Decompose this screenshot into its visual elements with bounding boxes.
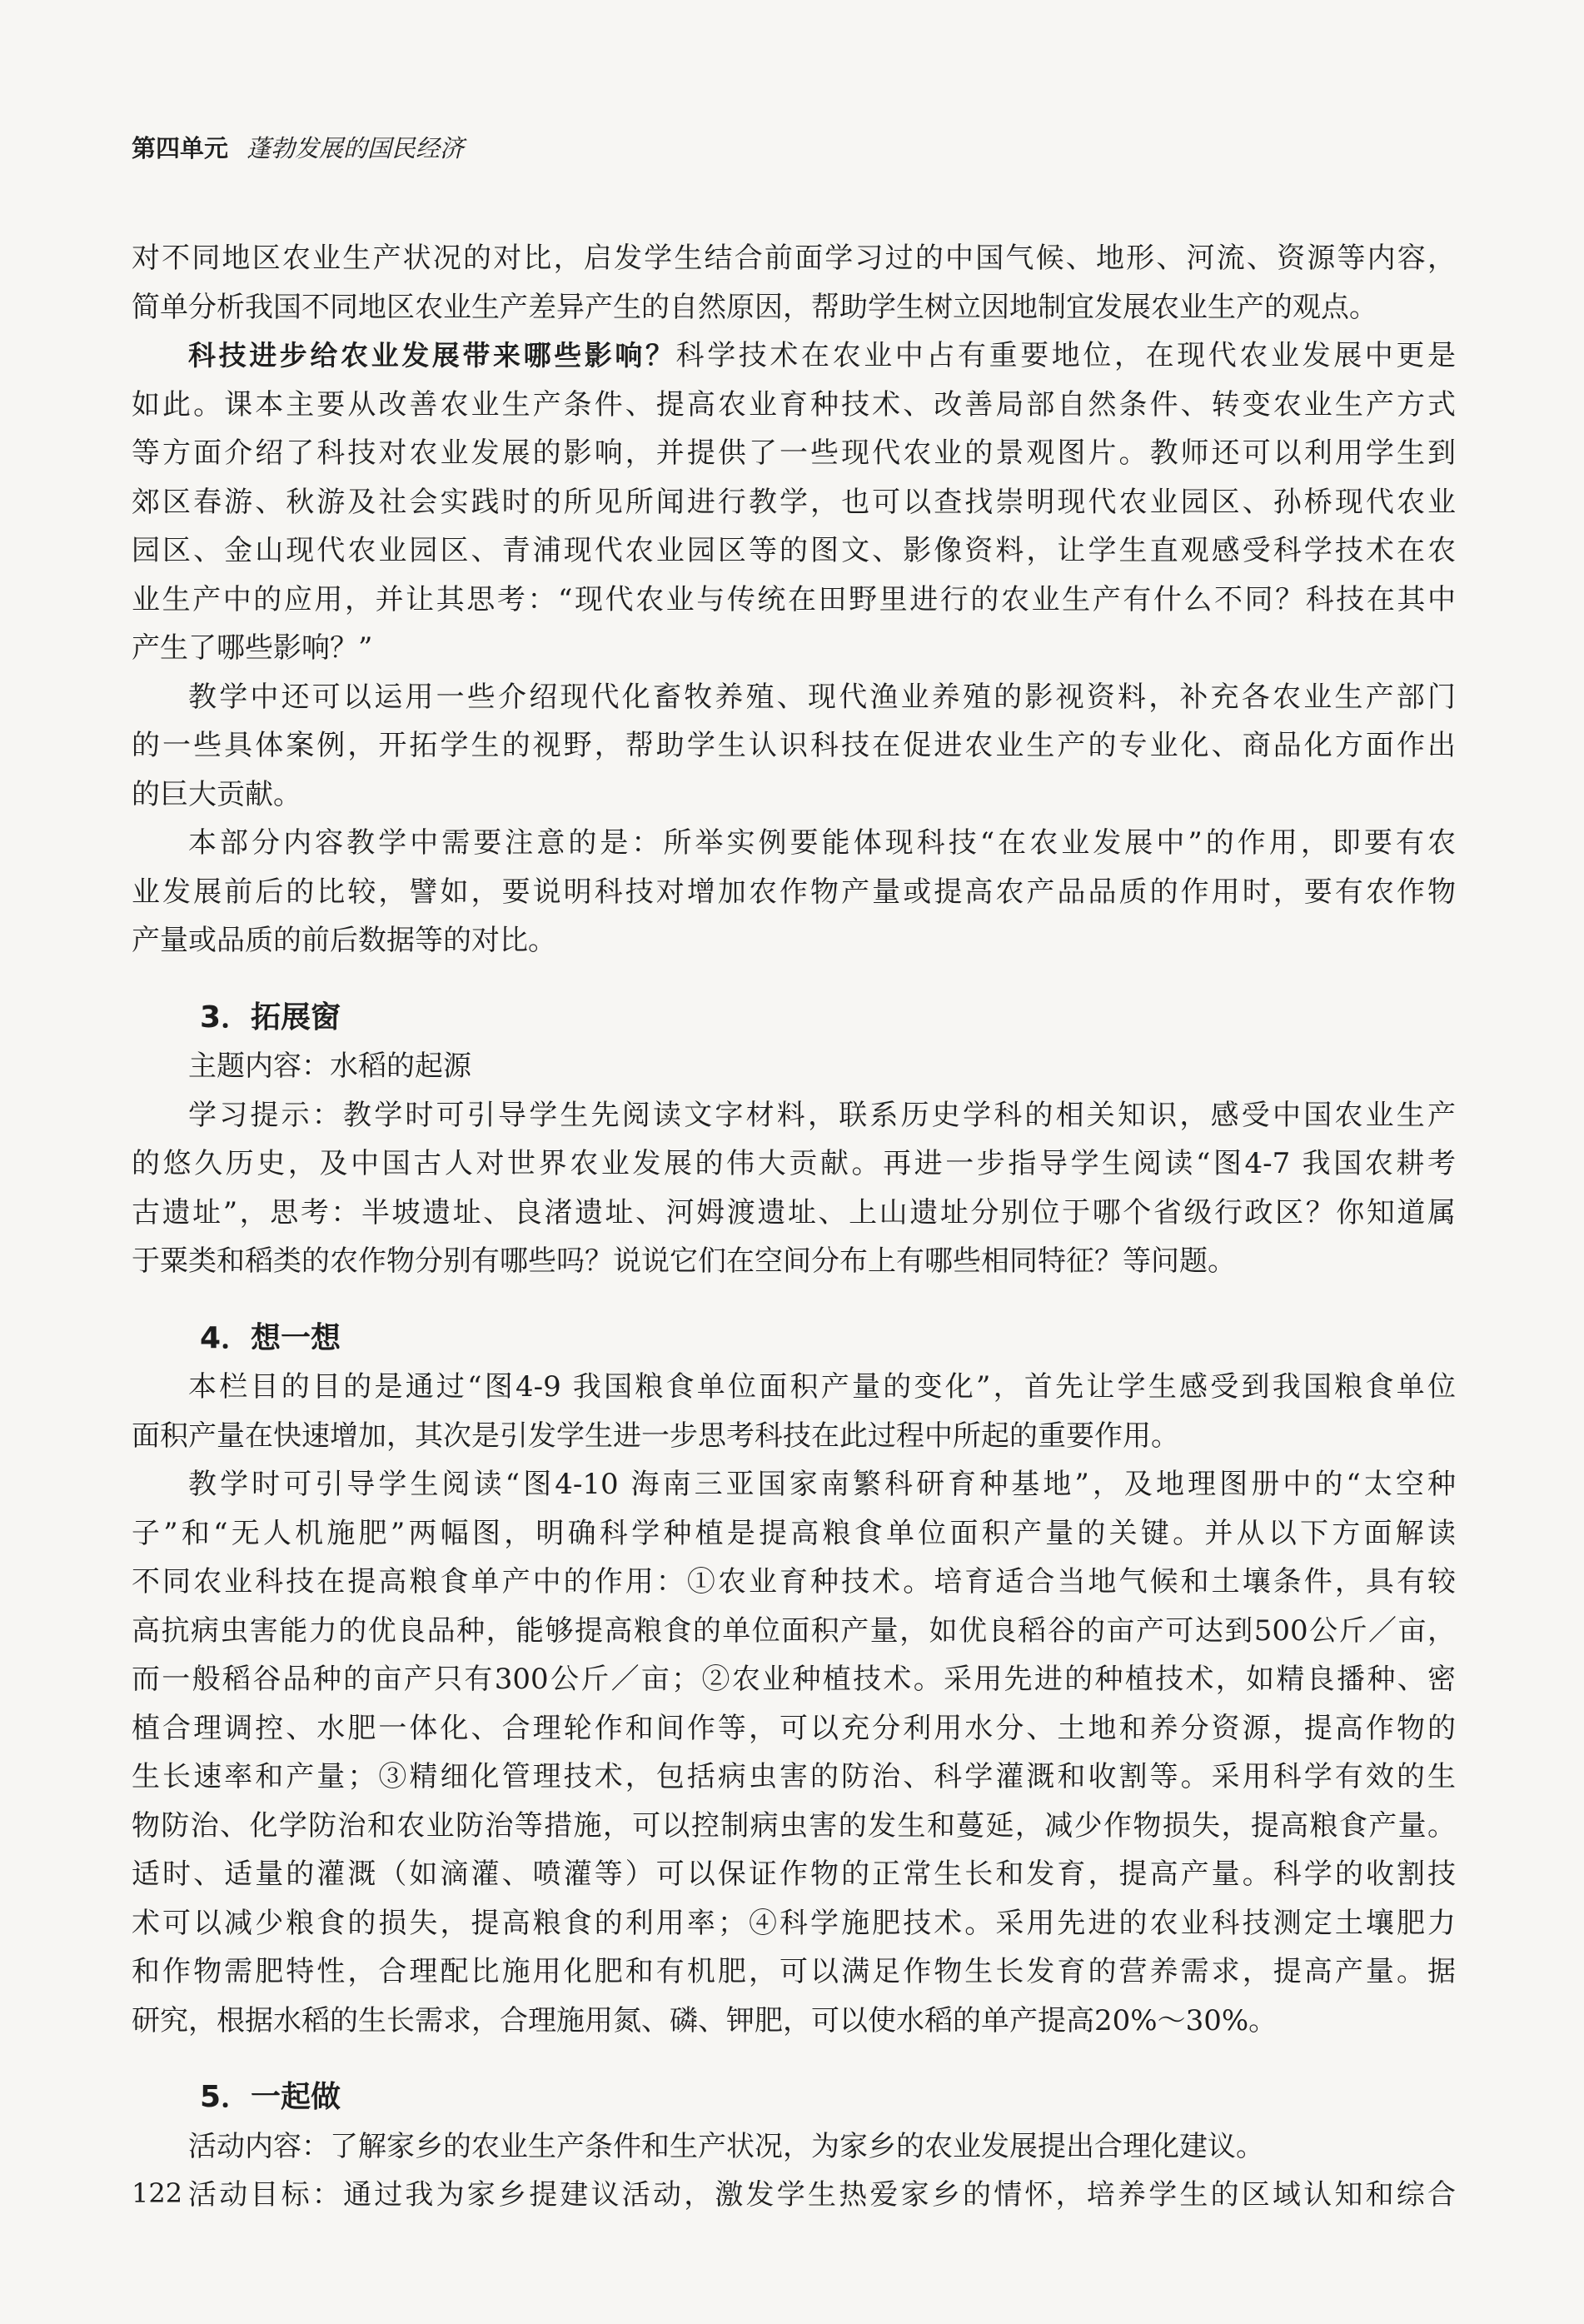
line-text: 植合理调控、水肥一体化、合理轮作和间作等，可以充分利用水分、土地和养分资源，提高作物的 xyxy=(132,1711,1456,1745)
text-line xyxy=(132,624,1456,673)
text-line xyxy=(132,381,1456,430)
text-line xyxy=(132,2122,1456,2172)
paragraph xyxy=(132,2122,1456,2172)
line-text: 面积产量在快速增加，其次是引发学生进一步思考科技在此过程中所起的重要作用。 xyxy=(132,1419,1179,1453)
text-line xyxy=(132,1189,1456,1238)
paragraph xyxy=(132,1363,1456,1460)
line-text: 对不同地区农业生产状况的对比，启发学生结合前面学习过的中国气候、地形、河流、资源等内容， xyxy=(132,242,1456,275)
section-heading: 3．拓展窗 xyxy=(200,1000,341,1035)
line-text: 如此。课本主要从改善农业生产条件、提高农业育种技术、改善局部自然条件、转变农业生产方式 xyxy=(132,387,1456,421)
text-line xyxy=(132,1850,1456,1899)
line-text: 适时、适量的灌溉（如滴灌、喷灌等）可以保证作物的正常生长和发育，提高产量。科学的收割技 xyxy=(132,1858,1456,1891)
line-text: 本部分内容教学中需要注意的是：所举实例要能体现科技“在农业发展中”的作用，即要有农 xyxy=(188,826,1456,860)
paragraph xyxy=(132,1460,1456,2045)
paragraph xyxy=(132,332,1456,673)
line-text: 的巨大贡献。 xyxy=(132,777,301,811)
text-line xyxy=(132,1558,1456,1607)
paragraph xyxy=(132,2171,1456,2220)
text-line xyxy=(132,234,1456,283)
bold-lead-question: 科技进步给农业发展带来哪些影响？ xyxy=(188,339,676,372)
line-text: 郊区春游、秋游及社会实践时的所见所闻进行教学，也可以查找崇明现代农业园区、孙桥现代农业 xyxy=(132,485,1456,519)
text-line xyxy=(132,673,1456,722)
text-line xyxy=(132,819,1456,868)
body-text xyxy=(132,234,1456,2220)
line-text: 于粟类和稻类的农作物分别有哪些吗？说说它们在空间分布上有哪些相同特征？等问题。 xyxy=(132,1244,1236,1278)
text-line xyxy=(132,1655,1456,1704)
line-text: 教学中还可以运用一些介绍现代化畜牧养殖、现代渔业养殖的影视资料，补充各农业生产部门 xyxy=(188,680,1456,714)
text-line xyxy=(132,1091,1456,1140)
line-text: 园区、金山现代农业园区、青浦现代农业园区等的图文、影像资料，让学生直观感受科学技术在农 xyxy=(132,534,1456,567)
text-line xyxy=(132,1947,1456,1997)
line-text: 业发展前后的比较，譬如，要说明科技对增加农作物产量或提高农产品品质的作用时，要有农作物 xyxy=(132,875,1456,909)
line-text: 不同农业科技在提高粮食单产中的作用：①农业育种技术。培育适合当地气候和土壤条件，具有较 xyxy=(132,1565,1456,1598)
text-line xyxy=(132,283,1456,332)
line-text: 等方面介绍了科技对农业发展的影响，并提供了一些现代农业的景观图片。教师还可以利用学生到 xyxy=(132,436,1456,470)
text-line xyxy=(132,868,1456,917)
text-line xyxy=(132,478,1456,527)
text-line xyxy=(132,576,1456,625)
line-text: 高抗病虫害能力的优良品种，能够提高粮食的单位面积产量，如优良稻谷的亩产可达到500公斤／亩， xyxy=(132,1613,1456,1648)
text-line xyxy=(132,916,1456,965)
text-line xyxy=(132,1704,1456,1753)
unit-title: 蓬勃发展的国民经济 xyxy=(247,134,465,162)
line-text: 研究，根据水稻的生长需求，合理施用氮、磷、钾肥，可以使水稻的单产提高20%～30%。 xyxy=(132,2003,1278,2037)
line-text: 生长速率和产量；③精细化管理技术，包括病虫害的防治、科学灌溉和收割等。采用科学有效的生 xyxy=(132,1760,1456,1793)
text-line xyxy=(132,1363,1456,1412)
text-line xyxy=(132,1140,1456,1189)
text-line xyxy=(132,1509,1456,1558)
line-text: 业生产中的应用，并让其思考：“现代农业与传统在田野里进行的农业生产有什么不同？科技在其中 xyxy=(132,582,1456,616)
text-line xyxy=(132,429,1456,478)
text-line xyxy=(132,1460,1456,1509)
text-line xyxy=(132,1607,1456,1656)
line-text: 物防治、化学防治和农业防治等措施，可以控制病虫害的发生和蔓延，减少作物损失，提高粮食产量。 xyxy=(132,1808,1456,1843)
line-text: 主题内容：水稻的起源 xyxy=(188,1050,471,1083)
paragraph xyxy=(132,1091,1456,1286)
page-number: 122 xyxy=(132,2177,183,2209)
line-text: 古遗址”，思考：半坡遗址、良渚遗址、河姆渡遗址、上山遗址分别位于哪个省级行政区？你知道属 xyxy=(132,1195,1456,1229)
text-line xyxy=(132,1412,1456,1461)
line-text: 产生了哪些影响？” xyxy=(132,631,373,665)
text-line xyxy=(132,1237,1456,1286)
text-line xyxy=(132,771,1456,820)
line-text: 简单分析我国不同地区农业生产差异产生的自然原因，帮助学生树立因地制宜发展农业生产的观点。 xyxy=(132,290,1377,324)
text-line xyxy=(132,1802,1456,1851)
line-text: 而一般稻谷品种的亩产只有300公斤／亩；②农业种植技术。采用先进的种植技术，如精良播种、密 xyxy=(132,1663,1456,1696)
text-line xyxy=(132,526,1456,576)
text-line xyxy=(132,721,1456,771)
line-text: 活动内容：了解家乡的农业生产条件和生产状况，为家乡的农业发展提出合理化建议。 xyxy=(188,2129,1264,2163)
text-line xyxy=(132,2171,1456,2220)
line-text: 和作物需肥特性，合理配比施用化肥和有机肥，可以满足作物生长发育的营养需求，提高产量。据 xyxy=(132,1955,1456,1988)
line-text: 科学技术在农业中占有重要地位，在现代农业发展中更是 xyxy=(675,339,1456,372)
text-line xyxy=(132,332,1456,381)
paragraph xyxy=(132,819,1456,965)
line-text: 本栏目的目的是通过“图4-9 我国粮食单位面积产量的变化”，首先让学生感受到我国粮食单位 xyxy=(188,1370,1456,1404)
line-text: 教学时可引导学生阅读“图4-10 海南三亚国家南繁科研育种基地”，及地理图册中的“太空种 xyxy=(188,1468,1456,1501)
paragraph xyxy=(132,673,1456,820)
line-text: 术可以减少粮食的损失，提高粮食的利用率；④科学施肥技术。采用先进的农业科技测定土壤肥力 xyxy=(132,1906,1456,1940)
line-text: 活动目标：通过我为家乡提建议活动，激发学生热爱家乡的情怀，培养学生的区域认知和综合 xyxy=(188,2178,1456,2212)
line-text: 学习提示：教学时可引导学生先阅读文字材料，联系历史学科的相关知识，感受中国农业生产 xyxy=(188,1098,1456,1132)
running-header xyxy=(132,133,464,163)
unit-label: 第四单元 xyxy=(132,134,229,162)
paragraph xyxy=(132,234,1456,332)
text-line xyxy=(132,1042,1456,1091)
text-line xyxy=(132,1753,1456,1802)
line-text: 产量或品质的前后数据等的对比。 xyxy=(132,924,556,957)
line-text: 的一些具体案例，开拓学生的视野，帮助学生认识科技在促进农业生产的专业化、商品化方面作出 xyxy=(132,729,1456,762)
line-text: 的悠久历史，及中国古人对世界农业发展的伟大贡献。再进一步指导学生阅读“图4-7 我国农耕考 xyxy=(132,1147,1456,1180)
line-text: 子”和“无人机施肥”两幅图，明确科学种植是提高粮食单位面积产量的关键。并从以下方面解读 xyxy=(132,1516,1456,1550)
paragraph xyxy=(132,1042,1456,1091)
text-line xyxy=(132,1997,1456,2046)
section-heading: 4．想一想 xyxy=(200,1320,341,1355)
text-line xyxy=(132,1899,1456,1948)
section-heading: 5．一起做 xyxy=(200,2080,341,2114)
